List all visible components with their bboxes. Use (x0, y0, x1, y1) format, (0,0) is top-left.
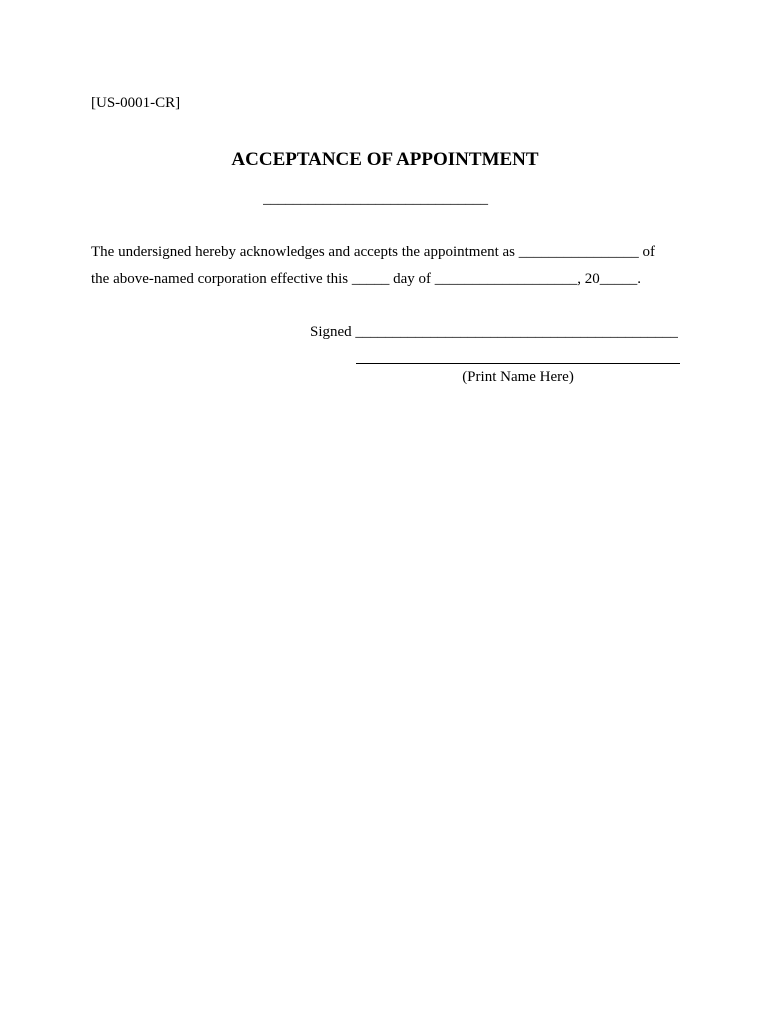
print-name-caption: (Print Name Here) (462, 369, 574, 385)
acceptance-statement-line-1: The undersigned hereby acknowledges and accepts the appointment as ________________ of (91, 244, 656, 260)
document-code: [US-0001-CR] (91, 95, 181, 111)
acceptance-statement-line-2: the above-named corporation effective this _____ day of ___________________, 20_____. (91, 271, 642, 287)
signature-line: Signed ___________________________________________ (310, 324, 678, 340)
title-underline-blank: ______________________________ (263, 192, 488, 206)
print-name-rule (356, 363, 680, 364)
page-title: ACCEPTANCE OF APPOINTMENT (231, 149, 539, 170)
